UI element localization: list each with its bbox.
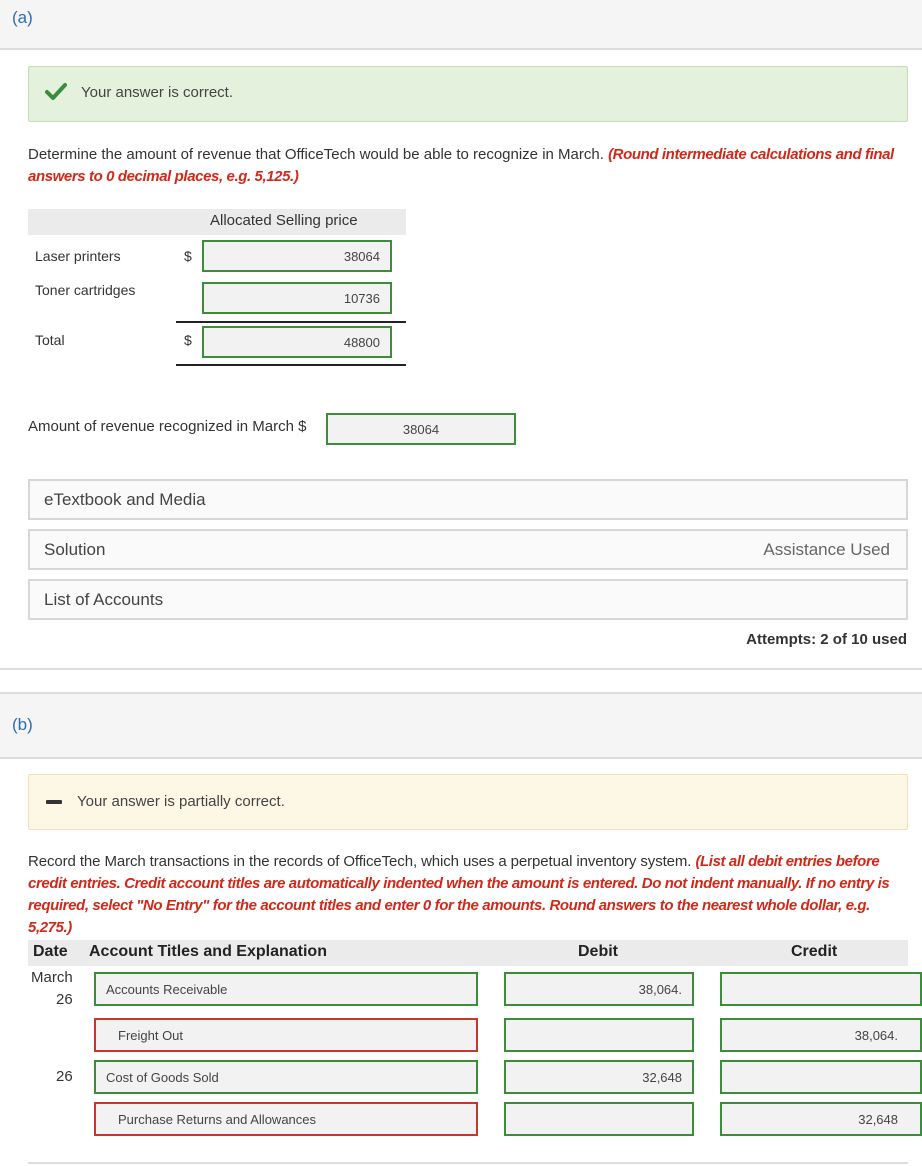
question-text-b: Record the March transactions in the records of OfficeTech, which uses a perpetual inventory system. (List all debit entries before credit entries. Credit account titles are automatically indented when the amount is entered. Do not indent manually. If no entry is required, select "No Entry" for the account titles and enter 0 for the amounts. Round answers to the nearest whole dollar, e.g. 5,275.) xyxy=(28,853,890,936)
currency-symbol: $ xyxy=(184,248,192,264)
laser-printers-input[interactable]: 38064 xyxy=(202,240,392,272)
date-day: 26 xyxy=(56,1068,73,1085)
toner-cartridges-input[interactable]: 10736 xyxy=(202,282,392,314)
debit-column-header: Debit xyxy=(578,943,618,960)
total-input[interactable]: 48800 xyxy=(202,326,392,358)
part-b-header xyxy=(0,693,922,757)
part-a-header xyxy=(0,0,922,48)
question-text-a: Determine the amount of revenue that OfficeTech would be able to recognize in March. (Round intermediate calculations and final answers to 0 decimal places, e.g. 5,125.) xyxy=(28,146,894,185)
account-title-input[interactable]: Freight Out xyxy=(94,1018,478,1052)
part-b-label: (b) xyxy=(12,715,33,734)
list-of-accounts-link[interactable]: List of Accounts xyxy=(28,579,908,620)
solution-link[interactable]: Solution Assistance Used xyxy=(28,529,908,570)
row-label-laser-printers: Laser printers xyxy=(35,248,121,264)
date-column-header: Date xyxy=(33,943,68,960)
divider xyxy=(0,668,922,670)
row-label-toner-cartridges: Toner cartridges xyxy=(35,282,136,298)
debit-input[interactable] xyxy=(504,1102,694,1136)
date-day: 26 xyxy=(56,991,73,1008)
row-label-total: Total xyxy=(35,332,65,348)
feedback-text: Your answer is correct. xyxy=(81,84,234,101)
account-title-input[interactable]: Cost of Goods Sold xyxy=(94,1060,478,1094)
divider xyxy=(28,1162,908,1164)
assistance-used-label: Assistance Used xyxy=(763,539,890,559)
revenue-label: Amount of revenue recognized in March $ xyxy=(28,418,307,435)
account-title-input[interactable]: Purchase Returns and Allowances xyxy=(94,1102,478,1136)
debit-input[interactable]: 32,648 xyxy=(504,1060,694,1094)
correct-feedback-banner xyxy=(28,66,908,122)
account-title-input[interactable]: Accounts Receivable xyxy=(94,972,478,1006)
debit-input[interactable] xyxy=(504,1018,694,1052)
attempts-counter: Attempts: 2 of 10 used xyxy=(746,631,907,648)
debit-input[interactable]: 38,064. xyxy=(504,972,694,1006)
credit-input[interactable] xyxy=(720,1060,922,1094)
part-a-label: (a) xyxy=(12,8,33,27)
etextbook-media-link[interactable]: eTextbook and Media xyxy=(28,479,908,520)
credit-input[interactable] xyxy=(720,972,922,1006)
checkmark-icon xyxy=(45,82,67,107)
allocated-selling-price-header: Allocated Selling price xyxy=(210,212,358,229)
revenue-input[interactable]: 38064 xyxy=(326,413,516,445)
date-month: March xyxy=(31,969,73,986)
credit-column-header: Credit xyxy=(791,943,838,960)
partial-feedback-banner xyxy=(28,774,908,830)
credit-input[interactable]: 32,648 xyxy=(720,1102,922,1136)
divider xyxy=(0,48,922,50)
feedback-text: Your answer is partially correct. xyxy=(77,793,285,810)
total-line xyxy=(176,364,406,366)
account-column-header: Account Titles and Explanation xyxy=(89,943,327,960)
currency-symbol: $ xyxy=(184,332,192,348)
subtotal-line xyxy=(176,321,406,323)
credit-input[interactable]: 38,064. xyxy=(720,1018,922,1052)
divider xyxy=(0,692,922,694)
divider xyxy=(0,757,922,759)
dash-icon xyxy=(46,800,62,804)
